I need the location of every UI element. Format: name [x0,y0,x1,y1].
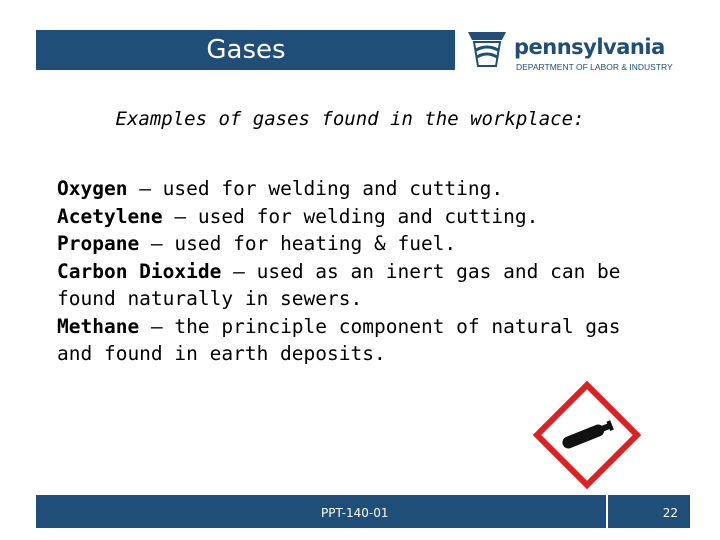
gas-description: – used as an inert gas and can be found naturally in sewers. [57,259,621,310]
gas-name: Carbon Dioxide [57,259,222,283]
logo-brand: pennsylvania [514,35,665,59]
gas-name: Propane [57,232,140,255]
list-item [57,203,657,231]
page-title: Gases [206,35,286,65]
gas-list [57,175,657,368]
footer [36,495,690,528]
list-item [57,258,657,313]
list-item [57,230,657,258]
gas-name: Methane [57,314,140,338]
gas-description: – used for welding and cutting. [162,204,539,228]
gas-cylinder-hazard-icon [533,381,641,493]
gas-description: – the principle component of natural gas and found in earth deposits. [57,314,621,365]
list-item [57,175,657,203]
gas-description: – used for heating & fuel. [139,232,457,255]
footer-bar-left [36,495,606,528]
keystone-icon [462,28,512,76]
slide-subtitle: Examples of gases found in the workplace: [115,108,585,130]
footer-bar-right [608,495,690,528]
gas-description: – used for welding and cutting. [127,177,504,200]
title-bar [36,30,455,70]
pa-logo [462,28,692,76]
document-code: PPT-140-01 [321,506,389,520]
gas-name: Oxygen [57,177,128,200]
list-item [57,313,657,368]
logo-department: DEPARTMENT OF LABOR & INDUSTRY [516,62,673,72]
gas-name: Acetylene [57,204,163,228]
page-number: 22 [662,506,678,520]
